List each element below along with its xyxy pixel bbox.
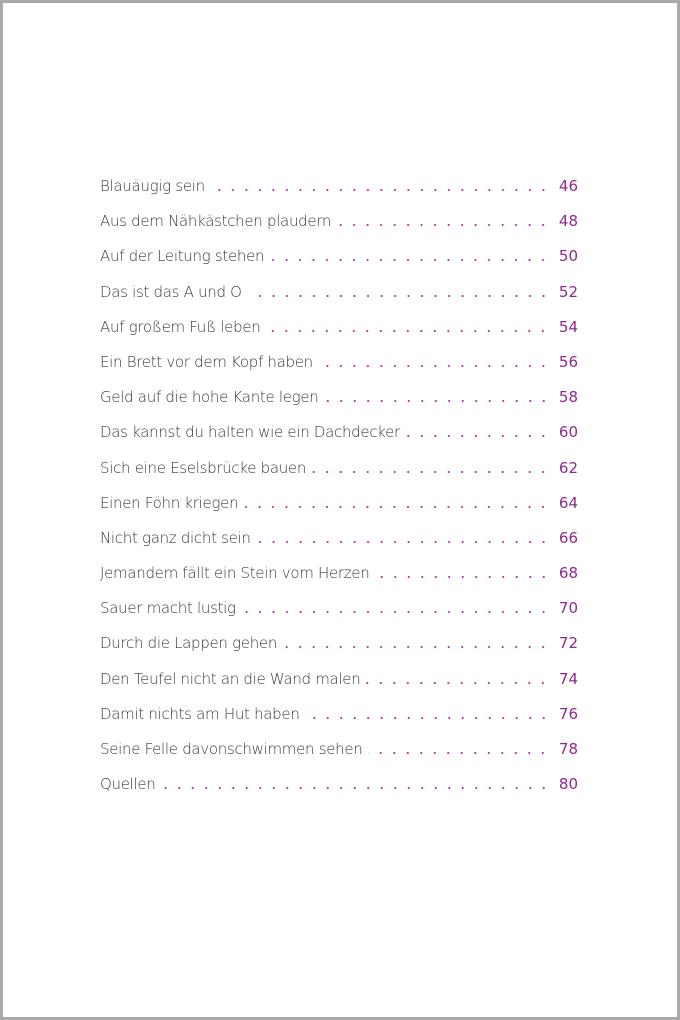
leader-dots [312,462,550,474]
leader-dots [368,743,550,755]
toc-entry-page-number: 78 [558,740,578,758]
leader-dots [248,286,550,298]
toc-entry-page-number: 56 [558,352,578,371]
toc-entry-page-number: 72 [558,634,578,653]
toc-entry-page-number: 48 [558,212,578,231]
toc-entry-title: Durch die Lappen gehen [100,634,278,653]
toc-entry-page-number: 62 [558,458,578,477]
toc-entry [100,634,578,669]
toc-entry [100,247,578,282]
toc-entry-page-number: 52 [558,282,578,301]
toc-entry-title: Das kannst du halten wie ein Dachdecker [100,423,400,442]
toc-entry-title: Sich eine Eselsbrücke bauen [100,458,307,477]
toc-entry-title: Sauer macht lustig [100,599,236,618]
toc-entry [100,599,578,634]
toc-entry [100,388,578,423]
toc-entry-page-number: 50 [558,247,578,266]
toc-entry [100,775,578,810]
toc-entry [100,740,578,775]
toc-entry-page-number: 80 [558,775,578,794]
toc-entry [100,423,578,458]
toc-entry-page-number: 74 [558,669,578,688]
toc-entry [100,283,578,318]
toc-entry [100,564,578,599]
toc-entry-title: Das ist das A und O [100,282,242,301]
toc-entry [100,494,578,529]
leader-dots [266,321,550,333]
toc-entry-page-number: 64 [558,493,578,512]
toc-entry-title: Quellen [100,775,156,794]
leader-dots [337,215,550,227]
leader-dots [319,356,550,368]
leader-dots [283,637,550,649]
toc-entry-title: Einen Föhn kriegen [100,493,239,512]
toc-entry-page-number: 68 [558,564,578,583]
leader-dots [270,250,550,262]
toc-entry-title: Geld auf die hohe Kante legen [100,388,319,407]
toc-entry-page-number: 54 [558,317,578,336]
toc-entry [100,459,578,494]
leader-dots [211,180,550,192]
leader-dots [257,532,550,544]
toc-entry-title: Aus dem Nähkästchen plaudern [100,212,332,231]
toc-entry [100,353,578,388]
leader-dots [406,426,550,438]
toc-entry [100,318,578,353]
toc-entry-title: Ein Brett vor dem Kopf haben [100,352,313,371]
toc-entry-page-number: 70 [558,599,578,618]
toc-entry [100,705,578,740]
toc-entry-page-number: 46 [558,177,578,195]
toc-entry-title: Den Teufel nicht an die Wand malen [100,669,361,688]
toc-entry-title: Jemandem fällt ein Stein vom Herzen [100,564,370,583]
leader-dots [376,567,550,579]
toc-entry-title: Auf der Leitung stehen [100,247,265,266]
toc-entry-title: Auf großem Fuß leben [100,317,261,336]
toc-entry-title: Nicht ganz dicht sein [100,528,251,547]
toc-entry [100,529,578,564]
toc-entry [100,670,578,705]
leader-dots [242,602,550,614]
leader-dots [325,391,550,403]
leader-dots [306,708,550,720]
toc-entry-page-number: 76 [558,704,578,723]
toc-entry-title: Seine Felle davonschwimmen sehen [100,740,363,758]
toc-entry [100,177,578,212]
leader-dots [366,673,550,685]
table-of-contents [100,177,578,810]
leader-dots [162,778,550,790]
toc-entry [100,212,578,247]
toc-entry-page-number: 60 [558,423,578,442]
toc-entry-title: Damit nichts am Hut haben [100,704,300,723]
toc-entry-title: Blauäugig sein [100,177,205,195]
toc-entry-page-number: 58 [558,388,578,407]
leader-dots [244,497,550,509]
toc-entry-page-number: 66 [558,528,578,547]
